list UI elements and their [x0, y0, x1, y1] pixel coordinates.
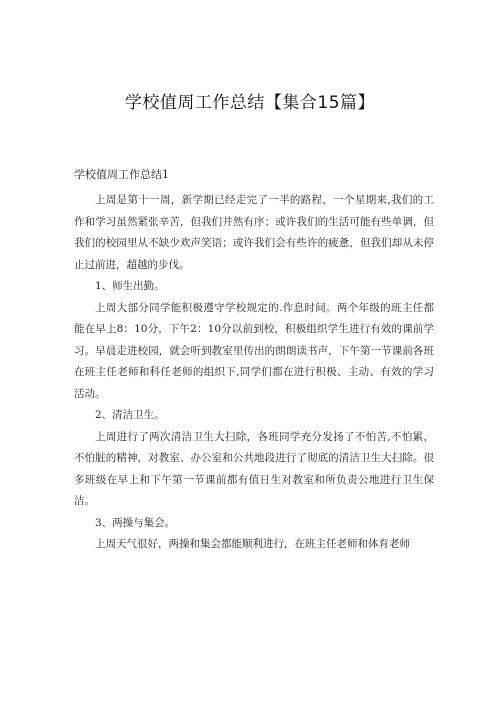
paragraph-attendance: 上周大部分同学能积极遵守学校规定的.作息时间。两个年级的班主任都能在早上8：10分，下午2：10分以前到校，积极组织学生进行有效的课前学习。早晨走进校园，就会听到教室里传出的朗朗读书声，下午第一节课前各班在班主任老师和科任老师的组织下,同学们都在进行积极、主动、有效的学习活动。 [74, 301, 434, 400]
paragraph-intro: 上周是第十一周，新学期已经走完了一半的路程，一个星期来,我们的工作和学习虽然紧张辛苦，但我们井然有序；或许我们的生活可能有些单调，但我们的校园里从不缺少欢声笑语；或许我们会有些许的疲惫，但我们却从未停止过前进，超越的步伐。 [74, 194, 434, 271]
document-title: 学校值周工作总结【集合15篇】 [124, 93, 376, 113]
heading-exercise-assembly: 3、两操与集会。 [95, 516, 176, 529]
heading-attendance: 1、师生出勤。 [95, 280, 165, 292]
paragraph-cleaning: 上周进行了两次清洁卫生大扫除，各班同学充分发扬了不怕苦,不怕累，不怕脏的精神，对教室、办公室和公共地段进行了彻底的清洁卫生大扫除。很多班级在早上和下午第一节课前都有值日生对教室和所负责公地进行卫生保洁。 [74, 430, 434, 507]
heading-cleaning: 2、清洁卫生。 [95, 409, 165, 421]
section-title: 学校值周工作总结1 [74, 168, 169, 181]
paragraph-exercise-assembly: 上周天气很好，两操和集会都能顺利进行，在班主任老师和体育老师 [95, 538, 410, 550]
document-body [74, 165, 434, 556]
